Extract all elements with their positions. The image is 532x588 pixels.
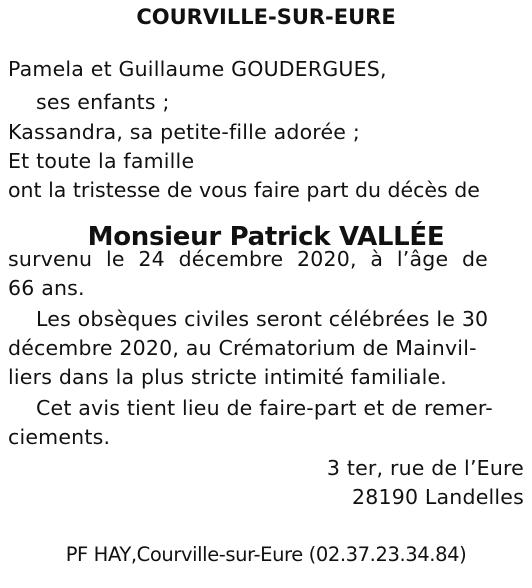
family-line-2: ses enfants ;	[36, 90, 170, 114]
body-line-2: 66 ans.	[8, 276, 85, 300]
body-line-7: ciements.	[8, 425, 111, 449]
deceased-name: Monsieur Patrick VALLÉE	[87, 222, 445, 252]
family-line-5: ont la tristesse de vous faire part du décès de	[8, 178, 480, 202]
body-line-5: liers dans la plus stricte intimité familiale.	[8, 365, 448, 389]
family-line-3: Kassandra, sa petite-fille adorée ;	[8, 120, 360, 144]
body-line-1: survenu le 24 décembre 2020, à l’âge de	[8, 247, 488, 271]
town-heading: COURVILLE-SUR-EURE	[136, 5, 396, 29]
address-city: 28190 Landelles	[351, 485, 524, 509]
family-line-1: Pamela et Guillaume GOUDERGUES,	[8, 57, 387, 81]
body-line-4: décembre 2020, au Crématorium de Mainvil-	[8, 336, 477, 360]
address-street: 3 ter, rue de l’Eure	[326, 456, 524, 480]
body-line-3: Les obsèques civiles seront célébrées le 30	[36, 307, 489, 331]
body-line-6: Cet avis tient lieu de faire-part et de remer-	[36, 396, 493, 420]
funeral-home-footer: PF HAY,Courville-sur-Eure (02.37.23.34.84)	[65, 543, 467, 566]
family-line-4: Et toute la famille	[8, 149, 195, 173]
